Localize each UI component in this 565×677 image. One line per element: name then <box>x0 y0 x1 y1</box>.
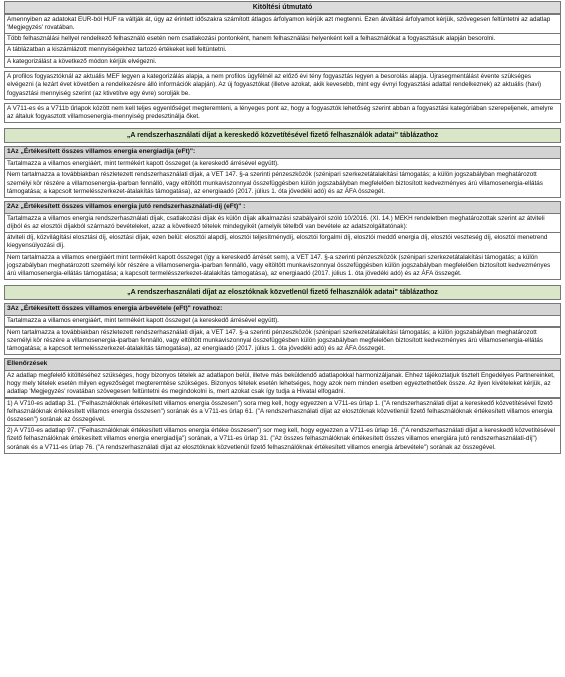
checks-item-2: 2) A V710-es adatlap 97. ("Felhasználóknak értékesített villamos energia értéke összesen") sor meg kell, hogy egyezzen a V711-es ûrlap 16. ("A rendszerhasználati díjat a kereskedő közvetítésével fizető felhasználóknak értékesített villamos energia energiadíja") sorának, a V711-es ûrlap 31. ("Az összes felhasználóknak értékesített összes villamos energiára jutó rendszerhasználati-díj") sorának és a V711-es ûrlap 76. ("A rendszerhasználati díjat az elosztóknak közvetlenül fizető felhasználóknak értékesített villamos energia árbevétele") sorának az összegével. <box>4 425 561 454</box>
row-2az-title: 2Az „Értékesített összes villamos energia jutó rendszerhasználati-díj (eFt)" : <box>4 201 561 214</box>
checks-title: Ellenőrzések <box>4 358 561 371</box>
intro-para-3: A táblázatban a kiszámlázott mennyiségekhez tartozó értékeket kell feltüntetni. <box>4 44 561 56</box>
row-2az-line1: Tartalmazza a villamos energia rendszerhasználati díjak, csatlakozási díjak és külön díjak alkalmazási szabályairól szóló 10/2016. (XI. 14.) MEKH rendeletben meghatározottak szerint az átviteli díjból és az elosztói díjakból származó bevételeket, azaz a következő tételek mindegyikét (amelyik tételből van bevétele az adatszolgáltatónak): <box>4 213 561 233</box>
intro-para-4: A kategorizálást a következő módon kérjük elvégezni. <box>4 56 561 68</box>
row-3az-line2: Nem tartalmazza a továbbiakban részletezett rendszerhasználati díjak, a VET 147. §-a szerinti pénzeszközök (szénipari szerkezetátalakítási támogatás; a külön jogszabályban meghatározott személyi kör részére a villamosenergia-iparban fennálló, vagy eltöltött munkaviszonnyal összefüggésben külön jogszabályban megfelelően biztosított kedvezményes árú villamosenergia-ellátás támogatása; a kapcsolt termelésszerkezet-átalakítás támogatása), az energiaadó (2017. július 1. óta jövedéki adó) és az ÁFA összegét. <box>4 327 561 356</box>
row-2az-line2: átviteli díj, közvilágítási elosztási díj, elosztási díjak, ezen belül: elosztói alapdíj, elosztói teljesítménydíj, elosztói forgalmi díj, elosztói meddő energia díj, elosztói veszteség díj, elosztói menetrend kiegyensúlyozási díj. <box>4 232 561 252</box>
intro-para-2: Több felhasználási hellyel rendelkező felhasználó esetén nem csatlakozási pontonként, hanem felhasználási helyenként kell a felhasználókat a fogyasztásuk alapján besorolni. <box>4 33 561 45</box>
row-1az-line1: Tartalmazza a villamos energiáért, mint termékért kapott összeget (a kereskedő árrésével együtt). <box>4 158 561 170</box>
row-1az-title: 1Az „Értékesített összes villamos energia energiadíja (eFt)": <box>4 146 561 159</box>
page-title: Kitöltési útmutató <box>4 1 561 14</box>
intro-para-5: A profilos fogyasztóknál az aktuális MEF legyen a kategorizálás alapja, a nem profilos ügyfélnél az előző évi tény fogyasztás legyen a besorolás alapja. Újrasegmentálást évente szükséges elvégezni (a lezárt évet követően a rendelkezésre álló információk alapján). Az új fogyasztókat (illetve azokat, akik kevesebb, mint egy évnyi fogyasztási adattal rendelkeznek) az aktuális (havi) fogyasztási mennyiség szerint (az ktivetítve egy évre) sorolják be. <box>4 71 561 100</box>
section-heading-elosztok: „A rendszerhasználati díjat az elosztóknak közvetlenül fizető felhasználók adatai" táblázathoz <box>4 285 561 300</box>
document <box>4 2 561 454</box>
intro-para-6: A V711-es és a V711b űrlapok között nem kell teljes egyenlőséget megteremteni, a lényeges pont az, hogy a fogyasztók lehetőség szerint abban a fogyasztási kategóriában szerepeljenek, amelyre az általuk fogyasztott villamosenergia-mennyiség predesztinálja őket. <box>4 103 561 123</box>
checks-item-1: 1) A V710-es adatlap 31. ("Felhasználóknak értékesített villamos energia összesen") sora meg kell, hogy egyezzen a V711-es ûrlap 1. ("A rendszerhasználati díjat a kereskedő közvetítésével fizető felhasználóknak értékesített villamos energia összesen") sorának és a V711-es ûrlap 61. ("A rendszerhasználati díjat az elosztóknak közvetlenül fizető felhasználóknak értékesített villamos energia összesen") sorának az összegével. <box>4 398 561 427</box>
row-3az-line1: Tartalmazza a villamos energiáért, mint termékért kapott összeget (a kereskedő árrésével együtt). <box>4 315 561 327</box>
intro-para-1: Amennyiben az adatokat EUR-ból HUF ra váltják át, úgy az érintett időszakra számított átlagos árfolyamon kérjük azt megtenni. Ezen átváltási árfolyamot kérjük, szövegesen feltüntetni az adatlap 'Megjegyzés' rovatában. <box>4 14 561 34</box>
checks-intro: Az adatlap megfelelő kitöltéséhez szükséges, hogy bizonyos tételek az adatlapon belül, illetve más beküldendő adatlapokkal harmonizáljanak. Ehhez tájékoztatjuk tisztelt Engedélyes Partnereinket, hogy mely tételek esetén milyen egyezőséget megteremtése szükséges. Bizonyos tételek esetén lehetséges, hogy azok nem minden esetben egyeztethetőek össze. Az ilyen kivételeket kérjük, az adatlap 'Megjegyzés' rovatában szövegesen feltüntetni és megindokolni is, mert azokat csak így tudja a Hivatal elfogadni. <box>4 370 561 399</box>
section-heading-kereskedo: „A rendszerhasználati díjat a kereskedő közvetítésével fizető felhasználók adatai" táblázathoz <box>4 128 561 143</box>
row-2az-line3: Nem tartalmazza a villamos energiáért mint termékért kapott összeget (így a kereskedő árrését sem), a VET 147. §-a szerinti pénzeszközök (szénipari szerkezetátalakítási támogatás; a külön jogszabályban meghatározott személyi kör részére a villamosenergia-iparban fennálló, vagy eltöltött munkaviszonnyal összefüggésben külön jogszabályban megfelelően biztosított kedvezményes árú villamosenergia-ellátás támogatása; a kapcsolt termelésszerkezet-átalakítás támogatása), az energiaadó (2017. július 1. óta jövedéki adó) és az ÁFA összegét. <box>4 252 561 281</box>
row-1az-line2: Nem tartalmazza a továbbiakban részletezett rendszerhasználati díjak, a VET 147. §-a szerinti pénzeszközök (szénipari szerkezetátalakítási támogatás; a külön jogszabályban meghatározott személyi kör részére a villamosenergia-iparban fennálló, vagy eltöltött munkaviszonnyal összefüggésben külön jogszabályban megfelelően biztosított kedvezményes árú villamosenergia-ellátás támogatása; a kapcsolt termelésszerkezet-átalakítás támogatása), az energiaadó (2017. július 1. óta jövedéki adó) és az ÁFA összegét. <box>4 169 561 198</box>
row-3az-title: 3Az „Értékesített összes villamos energia árbevétele (eFt)" rovathoz: <box>4 303 561 316</box>
